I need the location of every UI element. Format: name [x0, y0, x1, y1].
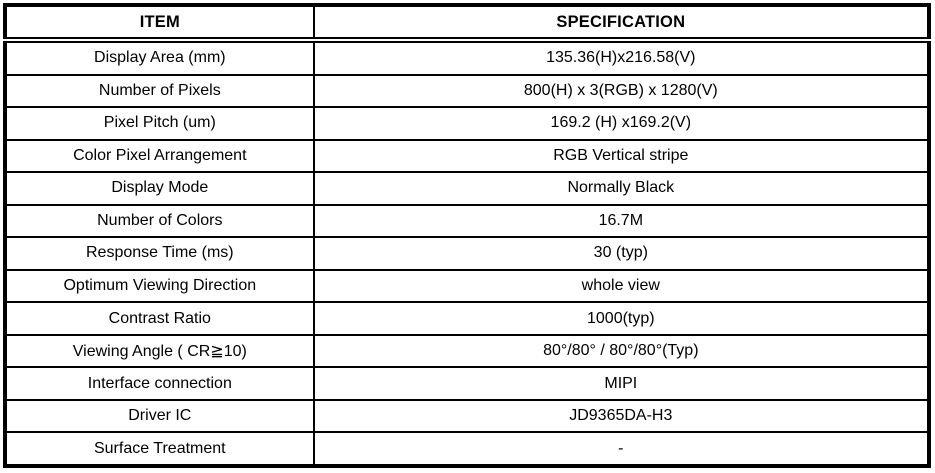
table-row: [5, 237, 929, 270]
item-cell: Surface Treatment: [5, 432, 314, 466]
item-cell: Driver IC: [5, 400, 314, 433]
spec-cell: 1000(typ): [314, 302, 929, 335]
spec-cell: JD9365DA-H3: [314, 400, 929, 433]
column-header-specification: SPECIFICATION: [314, 5, 929, 40]
item-cell: Response Time (ms): [5, 237, 314, 270]
spec-table: [3, 3, 931, 468]
spec-cell: MIPI: [314, 367, 929, 400]
table-row: [5, 400, 929, 433]
spec-cell: 80°/80° / 80°/80°(Typ): [314, 335, 929, 368]
item-cell: Optimum Viewing Direction: [5, 270, 314, 303]
spec-cell: 16.7M: [314, 205, 929, 238]
table-row: [5, 40, 929, 75]
spec-cell: 30 (typ): [314, 237, 929, 270]
item-cell: Pixel Pitch (um): [5, 107, 314, 140]
table-row: [5, 270, 929, 303]
spec-cell: 135.36(H)x216.58(V): [314, 40, 929, 75]
spec-cell: 169.2 (H) x169.2(V): [314, 107, 929, 140]
table-row: [5, 107, 929, 140]
spec-cell: 800(H) x 3(RGB) x 1280(V): [314, 75, 929, 108]
header-row: [5, 5, 929, 40]
item-cell: Number of Pixels: [5, 75, 314, 108]
item-cell: Viewing Angle ( CR≧10): [5, 335, 314, 368]
spec-cell: whole view: [314, 270, 929, 303]
item-cell: Number of Colors: [5, 205, 314, 238]
table-row: [5, 367, 929, 400]
item-cell: Display Mode: [5, 172, 314, 205]
item-cell: Interface connection: [5, 367, 314, 400]
item-cell: Display Area (mm): [5, 40, 314, 75]
spec-cell: -: [314, 432, 929, 466]
table-row: [5, 335, 929, 368]
spec-cell: Normally Black: [314, 172, 929, 205]
table-row: [5, 140, 929, 173]
table-row: [5, 172, 929, 205]
column-header-item: ITEM: [5, 5, 314, 40]
spec-cell: RGB Vertical stripe: [314, 140, 929, 173]
table-row: [5, 302, 929, 335]
table-row: [5, 205, 929, 238]
table-row: [5, 75, 929, 108]
table-row: [5, 432, 929, 466]
item-cell: Contrast Ratio: [5, 302, 314, 335]
item-cell: Color Pixel Arrangement: [5, 140, 314, 173]
